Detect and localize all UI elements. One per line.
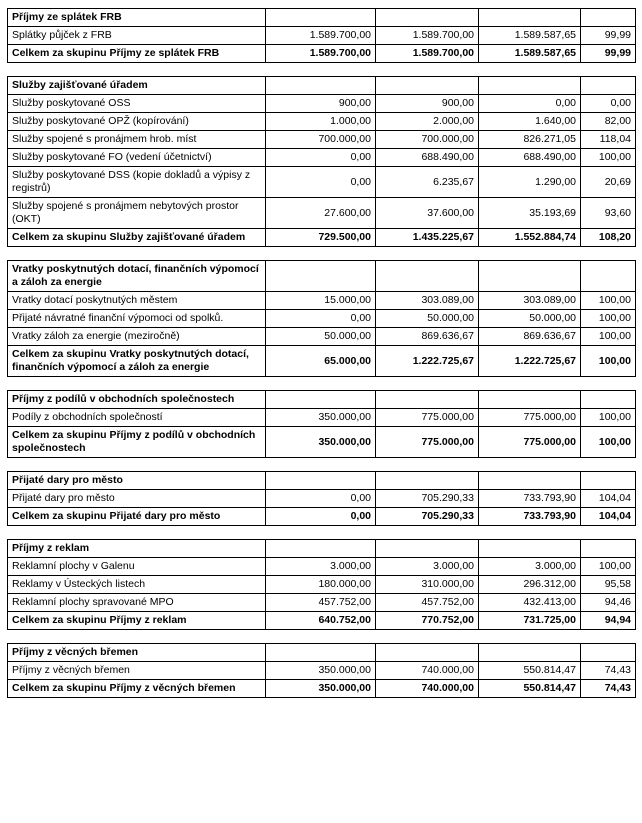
fulfillment-percent: 108,20 [581,229,636,247]
header-empty-cell [479,261,581,292]
adjusted-budget: 700.000,00 [376,131,479,149]
adjusted-budget: 303.089,00 [376,292,479,310]
actual-value: 0,00 [479,95,581,113]
header-empty-cell [581,540,636,558]
total-row [8,346,636,377]
row-label: Celkem za skupinu Příjmy z věcných břemen [8,680,266,698]
approved-budget: 27.600,00 [266,198,376,229]
row-label: Služby poskytované OSS [8,95,266,113]
fulfillment-percent: 93,60 [581,198,636,229]
row-label: Služby poskytované OPŽ (kopírování) [8,113,266,131]
fulfillment-percent: 100,00 [581,427,636,458]
section-title: Příjmy ze splátek FRB [8,9,266,27]
table-row [8,27,636,45]
fulfillment-percent: 82,00 [581,113,636,131]
header-empty-cell [266,472,376,490]
row-label: Celkem za skupinu Příjmy z podílů v obchodních společnostech [8,427,266,458]
adjusted-budget: 770.752,00 [376,612,479,630]
header-empty-cell [266,391,376,409]
adjusted-budget: 6.235,67 [376,167,479,198]
table-row [8,662,636,680]
actual-value: 550.814,47 [479,680,581,698]
row-label: Podíly z obchodních společností [8,409,266,427]
row-label: Celkem za skupinu Přijaté dary pro město [8,508,266,526]
table-row [8,198,636,229]
table-row [8,558,636,576]
row-label: Služby spojené s pronájmem nebytových prostor (OKT) [8,198,266,229]
header-empty-cell [479,644,581,662]
header-empty-cell [479,540,581,558]
fulfillment-percent: 104,04 [581,490,636,508]
approved-budget: 729.500,00 [266,229,376,247]
row-label: Příjmy z věcných břemen [8,662,266,680]
adjusted-budget: 900,00 [376,95,479,113]
section-title: Příjmy z reklam [8,540,266,558]
adjusted-budget: 740.000,00 [376,662,479,680]
approved-budget: 900,00 [266,95,376,113]
actual-value: 296.312,00 [479,576,581,594]
section-header-row [8,9,636,27]
fulfillment-percent: 118,04 [581,131,636,149]
section-title: Příjmy z věcných břemen [8,644,266,662]
actual-value: 3.000,00 [479,558,581,576]
header-empty-cell [376,472,479,490]
section-table [7,643,636,698]
approved-budget: 15.000,00 [266,292,376,310]
section-header-row [8,77,636,95]
row-label: Služby poskytované DSS (kopie dokladů a výpisy z registrů) [8,167,266,198]
fulfillment-percent: 99,99 [581,27,636,45]
row-label: Reklamní plochy spravované MPO [8,594,266,612]
section-title: Vratky poskytnutých dotací, finančních výpomocí a záloh za energie [8,261,266,292]
row-label: Vratky dotací poskytnutých městem [8,292,266,310]
approved-budget: 3.000,00 [266,558,376,576]
adjusted-budget: 705.290,33 [376,490,479,508]
row-label: Celkem za skupinu Příjmy z reklam [8,612,266,630]
section-title: Služby zajišťované úřadem [8,77,266,95]
total-row [8,229,636,247]
fulfillment-percent: 100,00 [581,149,636,167]
fulfillment-percent: 99,99 [581,45,636,63]
approved-budget: 640.752,00 [266,612,376,630]
table-row [8,167,636,198]
approved-budget: 65.000,00 [266,346,376,377]
adjusted-budget: 1.222.725,67 [376,346,479,377]
adjusted-budget: 1.589.700,00 [376,45,479,63]
section-table [7,76,636,247]
header-empty-cell [479,472,581,490]
fulfillment-percent: 100,00 [581,328,636,346]
header-empty-cell [266,644,376,662]
row-label: Služby poskytované FO (vedení účetnictví) [8,149,266,167]
adjusted-budget: 1.435.225,67 [376,229,479,247]
approved-budget: 1.589.700,00 [266,27,376,45]
actual-value: 303.089,00 [479,292,581,310]
fulfillment-percent: 94,46 [581,594,636,612]
total-row [8,508,636,526]
adjusted-budget: 740.000,00 [376,680,479,698]
budget-table-page [7,8,635,711]
approved-budget: 0,00 [266,167,376,198]
total-row [8,427,636,458]
table-row [8,310,636,328]
table-row [8,490,636,508]
table-row [8,131,636,149]
fulfillment-percent: 74,43 [581,680,636,698]
fulfillment-percent: 100,00 [581,346,636,377]
row-label: Reklamní plochy v Galenu [8,558,266,576]
section-header-row [8,391,636,409]
approved-budget: 1.000,00 [266,113,376,131]
section-table [7,390,636,458]
total-row [8,680,636,698]
actual-value: 432.413,00 [479,594,581,612]
section-header-row [8,472,636,490]
header-empty-cell [581,472,636,490]
approved-budget: 700.000,00 [266,131,376,149]
actual-value: 1.589.587,65 [479,27,581,45]
actual-value: 1.589.587,65 [479,45,581,63]
approved-budget: 0,00 [266,149,376,167]
approved-budget: 1.589.700,00 [266,45,376,63]
fulfillment-percent: 94,94 [581,612,636,630]
actual-value: 550.814,47 [479,662,581,680]
fulfillment-percent: 100,00 [581,558,636,576]
row-label: Celkem za skupinu Vratky poskytnutých dotací, finančních výpomocí a záloh za energie [8,346,266,377]
actual-value: 826.271,05 [479,131,581,149]
approved-budget: 0,00 [266,508,376,526]
header-empty-cell [376,9,479,27]
approved-budget: 350.000,00 [266,662,376,680]
header-empty-cell [266,9,376,27]
row-label: Celkem za skupinu Služby zajišťované úřadem [8,229,266,247]
fulfillment-percent: 74,43 [581,662,636,680]
approved-budget: 457.752,00 [266,594,376,612]
actual-value: 1.552.884,74 [479,229,581,247]
fulfillment-percent: 100,00 [581,292,636,310]
approved-budget: 0,00 [266,310,376,328]
header-empty-cell [581,261,636,292]
header-empty-cell [479,391,581,409]
adjusted-budget: 775.000,00 [376,427,479,458]
header-empty-cell [581,644,636,662]
actual-value: 50.000,00 [479,310,581,328]
table-row [8,113,636,131]
adjusted-budget: 1.589.700,00 [376,27,479,45]
actual-value: 775.000,00 [479,427,581,458]
actual-value: 1.290,00 [479,167,581,198]
row-label: Celkem za skupinu Příjmy ze splátek FRB [8,45,266,63]
actual-value: 869.636,67 [479,328,581,346]
section-table [7,539,636,630]
adjusted-budget: 37.600,00 [376,198,479,229]
table-row [8,149,636,167]
table-row [8,328,636,346]
section-title: Přijaté dary pro město [8,472,266,490]
header-empty-cell [479,77,581,95]
approved-budget: 350.000,00 [266,427,376,458]
adjusted-budget: 50.000,00 [376,310,479,328]
header-empty-cell [266,261,376,292]
section-header-row [8,644,636,662]
actual-value: 688.490,00 [479,149,581,167]
header-empty-cell [479,9,581,27]
actual-value: 775.000,00 [479,409,581,427]
fulfillment-percent: 95,58 [581,576,636,594]
actual-value: 733.793,90 [479,508,581,526]
adjusted-budget: 2.000,00 [376,113,479,131]
section-table [7,471,636,526]
total-row [8,612,636,630]
row-label: Splátky půjček z FRB [8,27,266,45]
table-row [8,576,636,594]
header-empty-cell [266,77,376,95]
header-empty-cell [376,391,479,409]
fulfillment-percent: 100,00 [581,310,636,328]
header-empty-cell [581,9,636,27]
fulfillment-percent: 100,00 [581,409,636,427]
adjusted-budget: 310.000,00 [376,576,479,594]
fulfillment-percent: 20,69 [581,167,636,198]
approved-budget: 350.000,00 [266,680,376,698]
adjusted-budget: 869.636,67 [376,328,479,346]
section-header-row [8,261,636,292]
table-row [8,292,636,310]
actual-value: 731.725,00 [479,612,581,630]
adjusted-budget: 705.290,33 [376,508,479,526]
adjusted-budget: 688.490,00 [376,149,479,167]
fulfillment-percent: 0,00 [581,95,636,113]
header-empty-cell [581,77,636,95]
total-row [8,45,636,63]
approved-budget: 350.000,00 [266,409,376,427]
adjusted-budget: 775.000,00 [376,409,479,427]
row-label: Reklamy v Ústeckých listech [8,576,266,594]
actual-value: 1.222.725,67 [479,346,581,377]
approved-budget: 50.000,00 [266,328,376,346]
table-row [8,95,636,113]
approved-budget: 0,00 [266,490,376,508]
approved-budget: 180.000,00 [266,576,376,594]
header-empty-cell [581,391,636,409]
section-header-row [8,540,636,558]
fulfillment-percent: 104,04 [581,508,636,526]
row-label: Přijaté návratné finanční výpomoci od spolků. [8,310,266,328]
adjusted-budget: 3.000,00 [376,558,479,576]
actual-value: 1.640,00 [479,113,581,131]
section-title: Příjmy z podílů v obchodních společnostech [8,391,266,409]
actual-value: 733.793,90 [479,490,581,508]
adjusted-budget: 457.752,00 [376,594,479,612]
row-label: Služby spojené s pronájmem hrob. míst [8,131,266,149]
section-table [7,260,636,377]
header-empty-cell [266,540,376,558]
header-empty-cell [376,644,479,662]
header-empty-cell [376,77,479,95]
header-empty-cell [376,540,479,558]
row-label: Přijaté dary pro město [8,490,266,508]
actual-value: 35.193,69 [479,198,581,229]
table-row [8,594,636,612]
row-label: Vratky záloh za energie (meziročně) [8,328,266,346]
table-row [8,409,636,427]
section-table [7,8,636,63]
header-empty-cell [376,261,479,292]
